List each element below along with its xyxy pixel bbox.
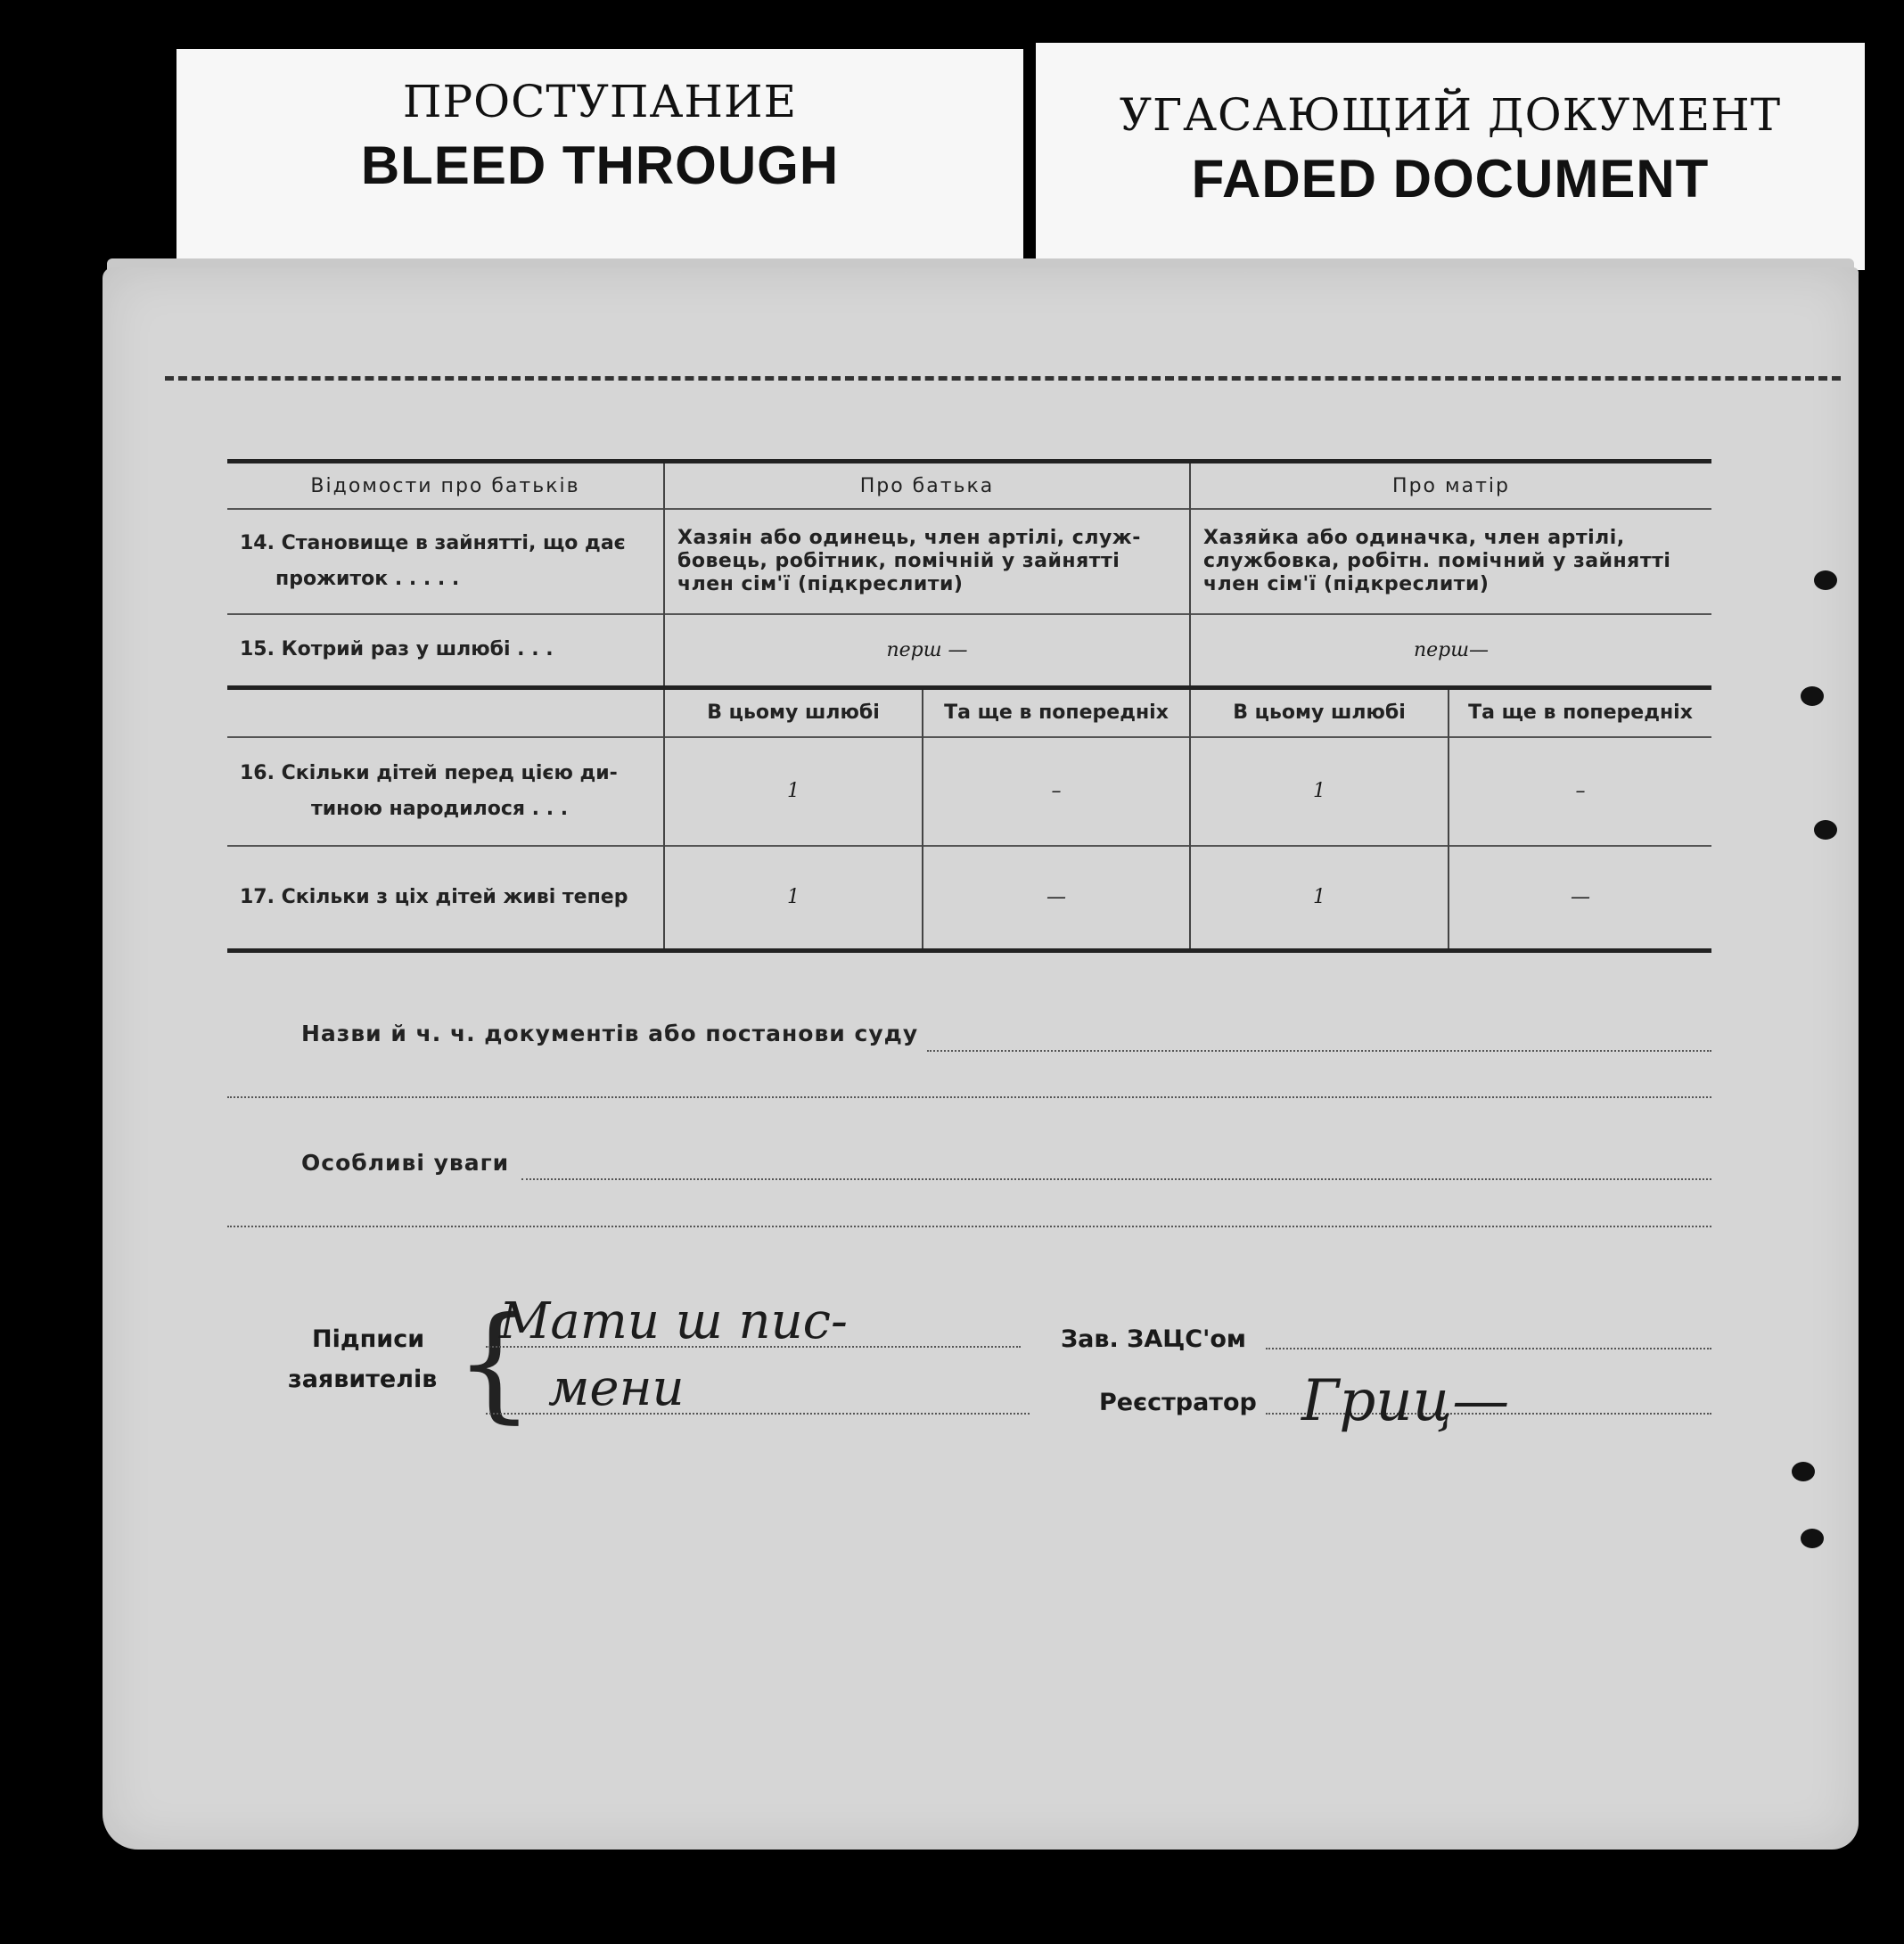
applicants-signature-label-2: заявителів	[288, 1366, 438, 1393]
faded-document-label-ru: УГАСАЮЩИЙ ДОКУМЕНТ	[1119, 89, 1782, 141]
row-15-label: 15. Котрий раз у шлюбі . . .	[240, 638, 554, 661]
row-14-number: 14.	[240, 532, 275, 554]
row-15-father-value: перш —	[664, 614, 1190, 687]
remarks-line-2	[227, 1226, 1711, 1227]
perforation-line	[165, 376, 1841, 381]
row-17-father-prev: —	[923, 846, 1190, 951]
children-subheader-row	[227, 687, 1711, 737]
faded-document-label-en: FADED DOCUMENT	[1191, 149, 1710, 209]
parents-table	[227, 459, 1711, 953]
binding-hole	[1814, 570, 1837, 590]
documents-line-2	[227, 1096, 1711, 1098]
bleed-through-label	[176, 49, 1023, 267]
row-17-label: 17. Скільки з ціх дітей живі тепер	[240, 885, 628, 908]
table-header-row	[227, 462, 1711, 510]
applicants-signature-hand-1: Мати ш пис-	[499, 1292, 848, 1350]
documents-line	[927, 1050, 1711, 1052]
applicants-signature-label-1: Підписи	[312, 1325, 425, 1353]
registrar-label: Реєстратор	[1099, 1389, 1257, 1416]
row-14-father-options: Хазяін або одинець, член артілі, служ-бовець, робітник, помічній у зайнятті член сім'ї (підкреслити)	[664, 509, 1190, 614]
header-parents-info: Відомости про батьків	[310, 474, 580, 497]
head-of-registry-line	[1266, 1348, 1711, 1349]
row-16-label-line2: тиною народилося . . .	[311, 797, 569, 820]
row-14-label-line1: Становище в зайнятті, що дає	[281, 532, 626, 554]
row-17-father-this: 1	[664, 846, 923, 951]
registrar-signature-hand: Гриц—	[1301, 1368, 1510, 1434]
subheader-mother-previous: Та ще в попередніх	[1449, 687, 1711, 737]
applicants-signature-hand-2: мени	[548, 1359, 685, 1417]
documents-label: Назви й ч. ч. документів або постанови суду	[301, 1021, 919, 1046]
row-16-father-this: 1	[664, 737, 923, 846]
row-14-mother-options: Хазяйка або одиначка, член артілі, службовка, робітн. помічний у зайнятті член сім'ї (підкреслити)	[1190, 509, 1711, 614]
binding-hole	[1792, 1462, 1815, 1481]
document-sheet	[103, 267, 1859, 1850]
bleed-through-label-ru: ПРОСТУПАНИЕ	[402, 76, 798, 127]
row-16-father-prev: –	[923, 737, 1190, 846]
row-16-children-born	[227, 737, 1711, 846]
faded-document-label	[1036, 43, 1865, 270]
remarks-line	[521, 1178, 1711, 1180]
row-16-mother-prev: –	[1449, 737, 1711, 846]
head-of-registry-label: Зав. ЗАЦС'ом	[1061, 1325, 1246, 1353]
subheader-mother-this-marriage: В цьому шлюбі	[1190, 687, 1449, 737]
row-14-label-line2: прожиток . . . . .	[275, 568, 460, 590]
binding-hole	[1801, 1529, 1824, 1548]
row-14-occupation	[227, 509, 1711, 614]
applicants-signature-line-2	[486, 1413, 1030, 1415]
signature-brace: {	[455, 1291, 535, 1436]
row-16-label	[227, 737, 664, 846]
row-15-marriage-count	[227, 614, 1711, 687]
bleed-through-label-en: BLEED THROUGH	[360, 135, 840, 195]
subheader-father-this-marriage: В цьому шлюбі	[664, 687, 923, 737]
subheader-blank	[227, 687, 664, 737]
header-mother: Про матір	[1190, 462, 1711, 510]
row-17-mother-prev: —	[1449, 846, 1711, 951]
header-father: Про батька	[664, 462, 1190, 510]
row-17-mother-this: 1	[1190, 846, 1449, 951]
binding-hole	[1814, 820, 1837, 840]
applicants-signature-line-1	[486, 1346, 1021, 1348]
remarks-label: Особливі уваги	[301, 1150, 510, 1176]
row-17-children-alive	[227, 846, 1711, 951]
row-16-label-line1: 16. Скільки дітей перед цією ди-	[240, 761, 618, 784]
parents-info-form	[227, 459, 1711, 953]
row-14-label	[227, 509, 664, 614]
row-15-mother-value: перш—	[1190, 614, 1711, 687]
subheader-father-previous: Та ще в попередніх	[923, 687, 1190, 737]
binding-hole	[1801, 686, 1824, 706]
row-16-mother-this: 1	[1190, 737, 1449, 846]
